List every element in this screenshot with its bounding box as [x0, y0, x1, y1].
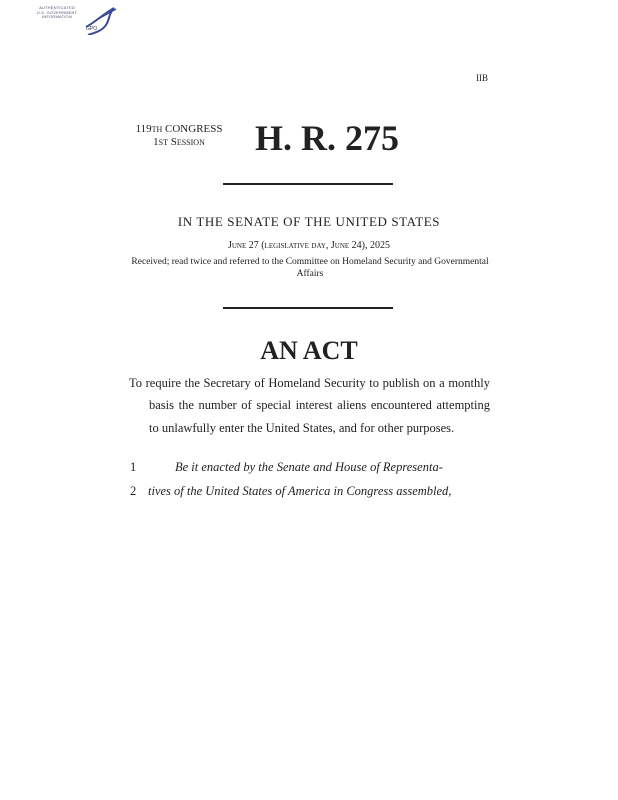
- enacting-clause-line: Be it enacted by the Senate and House of Representa-: [175, 460, 443, 474]
- divider: [223, 307, 393, 309]
- logo-gpo: GPO: [86, 26, 98, 32]
- eagle-icon: [84, 5, 120, 35]
- referral-text: Received; read twice and referred to the Committee on Homeland Security and Governmental Affairs: [131, 257, 489, 279]
- divider: [223, 183, 393, 185]
- purpose-clause: To require the Secretary of Homeland Security to publish on a monthly basis the number of special interest aliens encountered attempting to unlawfully enter the United States, and for other purposes.: [129, 376, 490, 435]
- logo-text: AUTHENTICATED U.S. GOVERNMENT INFORMATION: [36, 5, 78, 19]
- gpo-authentication-logo: [4, 3, 124, 37]
- congress-session: 119th CONGRESS 1st Session: [135, 123, 223, 148]
- line-number: 2: [130, 484, 137, 498]
- chamber-heading: IN THE SENATE OF THE UNITED STATES: [177, 214, 441, 229]
- bill-number: H. R. 275: [255, 118, 399, 158]
- date-line: June 27 (legislative day, June 24), 2025: [227, 240, 391, 251]
- print-code: IIB: [476, 73, 488, 83]
- document-title: AN ACT: [260, 336, 358, 365]
- enacting-clause-line: tives of the United States of America in Congress assembled,: [148, 484, 452, 498]
- line-number: 1: [130, 460, 137, 474]
